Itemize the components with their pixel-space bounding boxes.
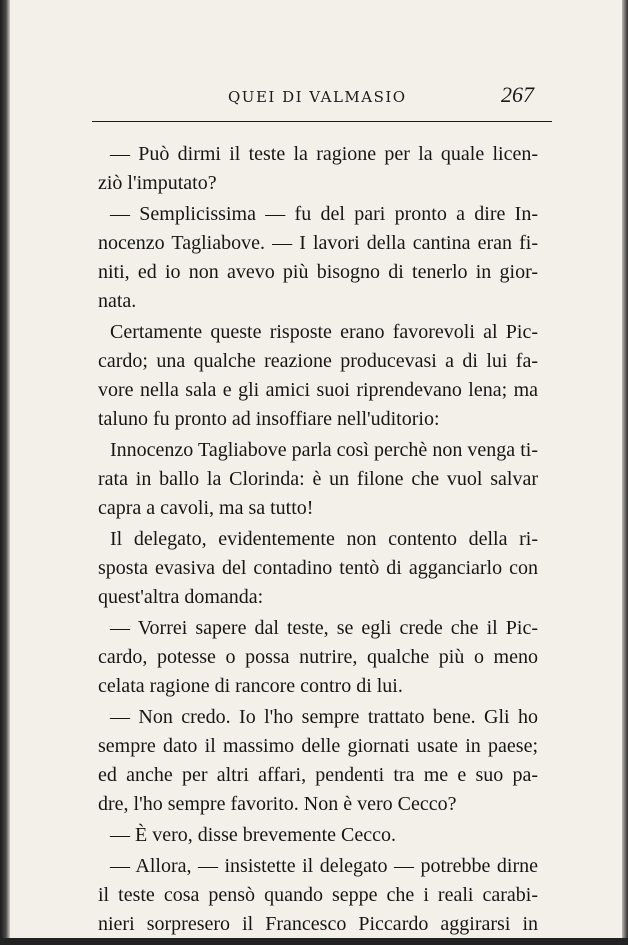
text-line: — Può dirmi il teste la ragione per la quale licen- <box>110 143 538 165</box>
text-line: dre, l'ho sempre favorito. Non è vero Cecco? <box>98 793 457 815</box>
page-bottom-shadow <box>0 938 628 945</box>
body-text <box>98 140 538 938</box>
text-line: — Vorrei sapere dal teste, se egli crede che il Pic- <box>110 617 538 639</box>
text-line: — Allora, — insistette il delegato — potrebbe dirne <box>110 855 538 877</box>
book-gutter-shadow <box>0 0 10 945</box>
text-line: cardo, potesse o possa nutrire, qualche più o meno <box>98 646 538 668</box>
text-line: vore nella sala e gli amici suoi riprendevano lena; ma <box>98 379 538 401</box>
text-line: il teste cosa pensò quando seppe che i reali carabi- <box>98 884 538 906</box>
text-line: sempre dato il massimo delle giornati usate in paese; <box>98 735 538 757</box>
text-line: — È vero, disse brevemente Cecco. <box>110 824 397 846</box>
text-line: Il delegato, evidentemente non contento della ri- <box>110 528 538 550</box>
text-line: quest'altra domanda: <box>98 586 264 608</box>
text-line: capra a cavoli, ma sa tutto! <box>98 497 314 519</box>
book-page <box>10 0 622 938</box>
text-line: nata. <box>98 290 137 312</box>
text-line: sposta evasiva del contadino tentò di agganciarlo con <box>98 557 538 579</box>
text-line: — Non credo. Io l'ho sempre trattato bene. Gli ho <box>110 706 538 728</box>
page-header <box>10 82 622 112</box>
page-edge-shadow <box>622 0 628 945</box>
header-rule <box>92 121 552 122</box>
text-line: ziò l'imputato? <box>98 172 217 194</box>
text-line: — Semplicissima — fu del pari pronto a dire In- <box>110 203 538 225</box>
page-number: 267 <box>501 82 534 107</box>
text-line: nocenzo Tagliabove. — I lavori della cantina eran fi- <box>98 232 538 254</box>
text-line: Certamente queste risposte erano favorevoli al Pic- <box>110 321 538 343</box>
text-line: ed anche per altri affari, pendenti tra me e suo pa- <box>98 764 538 786</box>
text-line: nieri sorpresero il Francesco Piccardo aggirarsi in <box>98 913 538 935</box>
text-line: taluno fu pronto ad insoffiare nell'uditorio: <box>98 408 440 430</box>
text-line: celata ragione di rancore contro di lui. <box>98 675 403 697</box>
text-line: rata in ballo la Clorinda: è un filone che vuol salvar <box>98 468 538 490</box>
text-line: cardo; una qualche reazione producevasi a di lui fa- <box>98 350 538 372</box>
text-line: Innocenzo Tagliabove parla così perchè non venga ti- <box>110 439 538 461</box>
running-title: QUEI DI VALMASIO <box>228 88 407 106</box>
text-line: niti, ed io non avevo più bisogno di tenerlo in gior- <box>98 261 538 283</box>
